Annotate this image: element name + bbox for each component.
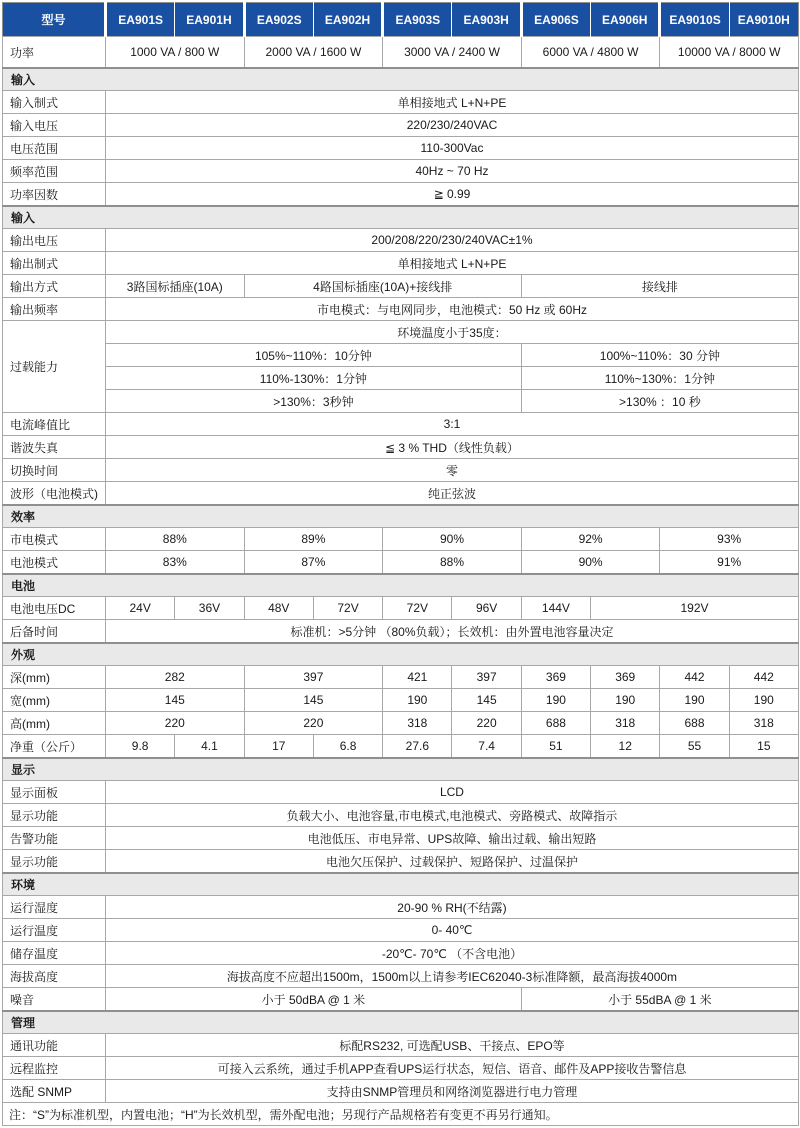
spec-value: 220 <box>452 712 521 735</box>
section-row <box>3 68 799 91</box>
spec-row <box>3 229 799 252</box>
row-label: 过载能力 <box>3 321 106 413</box>
spec-value: 369 <box>521 666 590 689</box>
spec-row <box>3 390 799 413</box>
model-header-ea906s: EA906S <box>521 3 590 37</box>
spec-row <box>3 965 799 988</box>
spec-row <box>3 137 799 160</box>
spec-value: 87% <box>244 551 383 575</box>
spec-row <box>3 781 799 804</box>
row-label: 电压范围 <box>3 137 106 160</box>
spec-value: 318 <box>729 712 798 735</box>
spec-value: 海拔高度不应超出1500m，1500m以上请参考IEC62040-3标准降额，最高海拔4000m <box>106 965 799 988</box>
spec-value: 83% <box>106 551 245 575</box>
spec-row <box>3 482 799 506</box>
spec-value: 144V <box>521 597 590 620</box>
row-label: 宽(mm) <box>3 689 106 712</box>
row-label: 频率范围 <box>3 160 106 183</box>
section-header: 电池 <box>3 574 799 597</box>
spec-row <box>3 1080 799 1103</box>
model-header-ea903h: EA903H <box>452 3 521 37</box>
row-label: 输入制式 <box>3 91 106 114</box>
spec-value: 192V <box>591 597 799 620</box>
spec-table <box>2 2 799 1126</box>
spec-value: 36V <box>175 597 244 620</box>
spec-value: -20℃- 70℃ （不含电池） <box>106 942 799 965</box>
row-label: 高(mm) <box>3 712 106 735</box>
spec-value: 48V <box>244 597 313 620</box>
spec-value: 3000 VA / 2400 W <box>383 37 522 69</box>
spec-value: 4.1 <box>175 735 244 759</box>
spec-value: 0- 40℃ <box>106 919 799 942</box>
row-label: 市电模式 <box>3 528 106 551</box>
spec-value: >130% ：10 秒 <box>521 390 798 413</box>
row-label: 切换时间 <box>3 459 106 482</box>
row-label: 选配 SNMP <box>3 1080 106 1103</box>
row-label: 电池电压DC <box>3 597 106 620</box>
spec-value: 24V <box>106 597 175 620</box>
spec-row <box>3 252 799 275</box>
spec-row <box>3 37 799 69</box>
row-label: 输出电压 <box>3 229 106 252</box>
section-row <box>3 643 799 666</box>
section-header: 环境 <box>3 873 799 896</box>
spec-value: 92% <box>521 528 660 551</box>
table-head <box>3 3 799 37</box>
section-header: 管理 <box>3 1011 799 1034</box>
spec-value: 3路国标插座(10A) <box>106 275 245 298</box>
spec-value: 688 <box>521 712 590 735</box>
section-row <box>3 206 799 229</box>
spec-value: LCD <box>106 781 799 804</box>
model-header-ea906h: EA906H <box>591 3 660 37</box>
spec-value: 442 <box>729 666 798 689</box>
model-header-row <box>3 3 799 37</box>
spec-value: 电池欠压保护、过载保护、短路保护、过温保护 <box>106 850 799 874</box>
row-label: 功率 <box>3 37 106 69</box>
row-label: 波形（电池模式) <box>3 482 106 506</box>
spec-value: 支持由SNMP管理员和网络浏览器进行电力管理 <box>106 1080 799 1103</box>
model-header-ea901h: EA901H <box>175 3 244 37</box>
spec-value: 17 <box>244 735 313 759</box>
spec-row <box>3 1057 799 1080</box>
spec-row <box>3 436 799 459</box>
spec-value: 负载大小、电池容量,市电模式,电池模式、旁路模式、故障指示 <box>106 804 799 827</box>
spec-value: 91% <box>660 551 799 575</box>
row-label: 显示功能 <box>3 804 106 827</box>
row-label: 海拔高度 <box>3 965 106 988</box>
spec-value: 145 <box>106 689 245 712</box>
spec-value: 9.8 <box>106 735 175 759</box>
spec-value: 88% <box>106 528 245 551</box>
spec-value: 220/230/240VAC <box>106 114 799 137</box>
section-header: 效率 <box>3 505 799 528</box>
section-row <box>3 758 799 781</box>
row-label: 电流峰值比 <box>3 413 106 436</box>
spec-value: 接线排 <box>521 275 798 298</box>
row-label: 电池模式 <box>3 551 106 575</box>
spec-row <box>3 367 799 390</box>
model-header-ea9010h: EA9010H <box>729 3 798 37</box>
spec-value: 96V <box>452 597 521 620</box>
spec-value: 220 <box>244 712 383 735</box>
model-header-ea903s: EA903S <box>383 3 452 37</box>
section-row <box>3 1011 799 1034</box>
spec-value: 标配RS232, 可选配USB、干接点、EPO等 <box>106 1034 799 1057</box>
spec-value: 110%~130%：1分钟 <box>521 367 798 390</box>
spec-value: 市电模式：与电网同步，电池模式：50 Hz 或 60Hz <box>106 298 799 321</box>
section-header: 输入 <box>3 206 799 229</box>
model-header-ea902h: EA902H <box>313 3 382 37</box>
spec-value: 90% <box>521 551 660 575</box>
spec-value: 442 <box>660 666 729 689</box>
footnote: 注：“S”为标准机型，内置电池；“H”为长效机型，需外配电池；另现行产品规格若有变更不再另行通知。 <box>3 1103 799 1126</box>
spec-row <box>3 183 799 207</box>
spec-row <box>3 1034 799 1057</box>
spec-value: 421 <box>383 666 452 689</box>
model-column-title: 型号 <box>3 3 106 37</box>
spec-row <box>3 160 799 183</box>
spec-row <box>3 275 799 298</box>
spec-value: 51 <box>521 735 590 759</box>
spec-value: 小于 50dBA @ 1 米 <box>106 988 522 1012</box>
spec-value: 可接入云系统，通过手机APP查看UPS运行状态，短信、语音、邮件及APP接收告警信息 <box>106 1057 799 1080</box>
spec-row <box>3 298 799 321</box>
spec-value: 6000 VA / 4800 W <box>521 37 660 69</box>
spec-row <box>3 620 799 644</box>
row-label: 净重（公斤） <box>3 735 106 759</box>
spec-value: 369 <box>591 666 660 689</box>
spec-value: 2000 VA / 1600 W <box>244 37 383 69</box>
spec-value: 1000 VA / 800 W <box>106 37 245 69</box>
spec-value: 小于 55dBA @ 1 米 <box>521 988 798 1012</box>
spec-value: 100%~110%：30 分钟 <box>521 344 798 367</box>
spec-value: 27.6 <box>383 735 452 759</box>
section-header: 输入 <box>3 68 799 91</box>
spec-row <box>3 919 799 942</box>
row-label: 告警功能 <box>3 827 106 850</box>
row-label: 谐波失真 <box>3 436 106 459</box>
spec-row <box>3 988 799 1012</box>
model-header-ea901s: EA901S <box>106 3 175 37</box>
spec-value: 110-300Vac <box>106 137 799 160</box>
row-label: 储存温度 <box>3 942 106 965</box>
spec-value: 10000 VA / 8000 W <box>660 37 799 69</box>
table-body <box>3 37 799 1126</box>
spec-value: 190 <box>729 689 798 712</box>
row-label: 显示面板 <box>3 781 106 804</box>
spec-row <box>3 850 799 874</box>
row-label: 运行温度 <box>3 919 106 942</box>
row-label: 后备时间 <box>3 620 106 644</box>
spec-value: 220 <box>106 712 245 735</box>
spec-row <box>3 666 799 689</box>
spec-value: 93% <box>660 528 799 551</box>
row-label: 通讯功能 <box>3 1034 106 1057</box>
section-header: 外观 <box>3 643 799 666</box>
row-label: 显示功能 <box>3 850 106 874</box>
spec-row <box>3 735 799 759</box>
spec-value: 40Hz ~ 70 Hz <box>106 160 799 183</box>
spec-value: 环境温度小于35度： <box>106 321 799 344</box>
spec-value: 145 <box>452 689 521 712</box>
spec-row <box>3 91 799 114</box>
spec-value: 190 <box>660 689 729 712</box>
spec-value: 3:1 <box>106 413 799 436</box>
spec-row <box>3 459 799 482</box>
spec-row <box>3 344 799 367</box>
spec-value: 90% <box>383 528 522 551</box>
spec-value: 282 <box>106 666 245 689</box>
spec-value: 单相接地式 L+N+PE <box>106 91 799 114</box>
spec-value: 688 <box>660 712 729 735</box>
spec-value: 190 <box>521 689 590 712</box>
spec-value: 纯正弦波 <box>106 482 799 506</box>
spec-value: 200/208/220/230/240VAC±1% <box>106 229 799 252</box>
row-label: 输出频率 <box>3 298 106 321</box>
spec-row <box>3 528 799 551</box>
row-label: 输出制式 <box>3 252 106 275</box>
spec-value: 单相接地式 L+N+PE <box>106 252 799 275</box>
spec-value: 12 <box>591 735 660 759</box>
row-label: 噪音 <box>3 988 106 1012</box>
spec-value: 88% <box>383 551 522 575</box>
spec-value: 7.4 <box>452 735 521 759</box>
row-label: 功率因数 <box>3 183 106 207</box>
spec-row <box>3 804 799 827</box>
spec-row <box>3 114 799 137</box>
spec-value: 110%-130%：1分钟 <box>106 367 522 390</box>
spec-value: 105%~110%：10分钟 <box>106 344 522 367</box>
spec-value: 318 <box>383 712 452 735</box>
section-row <box>3 505 799 528</box>
spec-value: 20-90 % RH(不结露) <box>106 896 799 919</box>
row-label: 输出方式 <box>3 275 106 298</box>
spec-value: 397 <box>452 666 521 689</box>
section-row <box>3 574 799 597</box>
spec-row <box>3 597 799 620</box>
spec-value: 55 <box>660 735 729 759</box>
note-row <box>3 1103 799 1126</box>
spec-value: 标准机：>5分钟 （80%负载）；长效机：由外置电池容量决定 <box>106 620 799 644</box>
spec-value: 零 <box>106 459 799 482</box>
spec-value: 318 <box>591 712 660 735</box>
spec-value: 电池低压、市电异常、UPS故障、输出过载、输出短路 <box>106 827 799 850</box>
spec-row <box>3 413 799 436</box>
spec-value: 72V <box>313 597 382 620</box>
spec-value: 15 <box>729 735 798 759</box>
section-header: 显示 <box>3 758 799 781</box>
row-label: 深(mm) <box>3 666 106 689</box>
spec-row <box>3 712 799 735</box>
spec-row <box>3 321 799 344</box>
model-header-ea902s: EA902S <box>244 3 313 37</box>
spec-row <box>3 551 799 575</box>
spec-value: ≧ 0.99 <box>106 183 799 207</box>
spec-value: 6.8 <box>313 735 382 759</box>
spec-row <box>3 896 799 919</box>
spec-row <box>3 942 799 965</box>
row-label: 运行湿度 <box>3 896 106 919</box>
spec-value: ≦ 3 % THD（线性负载） <box>106 436 799 459</box>
model-header-ea9010s: EA9010S <box>660 3 729 37</box>
spec-value: 4路国标插座(10A)+接线排 <box>244 275 521 298</box>
section-row <box>3 873 799 896</box>
spec-value: 72V <box>383 597 452 620</box>
row-label: 远程监控 <box>3 1057 106 1080</box>
spec-value: 397 <box>244 666 383 689</box>
row-label: 输入电压 <box>3 114 106 137</box>
spec-value: 89% <box>244 528 383 551</box>
spec-value: 190 <box>383 689 452 712</box>
spec-row <box>3 689 799 712</box>
spec-value: 145 <box>244 689 383 712</box>
spec-value: 190 <box>591 689 660 712</box>
spec-row <box>3 827 799 850</box>
spec-value: >130%：3秒钟 <box>106 390 522 413</box>
